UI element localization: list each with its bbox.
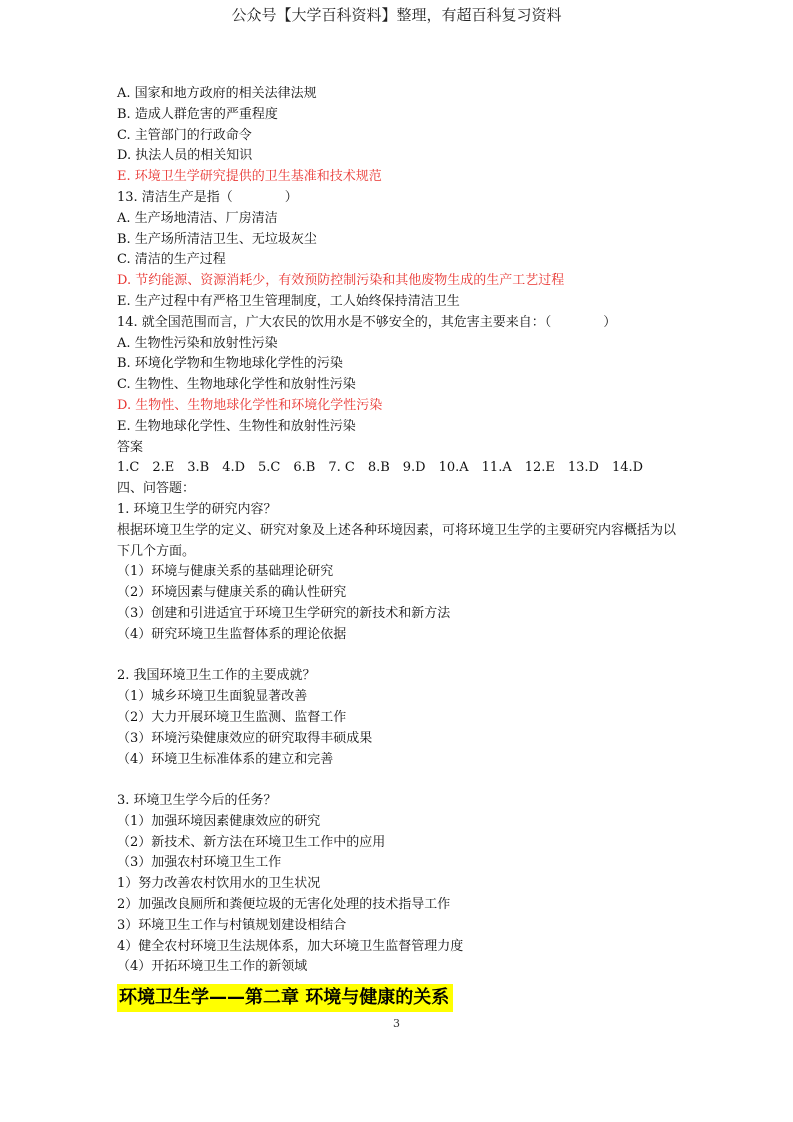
qa-3-item: 4）健全农村环境卫生法规体系，加大环境卫生监督管理力度 [117,938,464,954]
option-q12-c: C. 主管部门的行政命令 [117,127,252,143]
q12-options [117,84,697,188]
qa-1-item: （2）环境因素与健康关系的确认性研究 [117,585,347,601]
option-q14-a: A. 生物性污染和放射性污染 [117,335,278,351]
qa-2-item: （3）环境污染健康效应的研究取得丰硕成果 [117,730,373,746]
option-q13-d-correct: D. 节约能源、资源消耗少，有效预防控制污染和其他废物生成的生产工艺过程 [117,273,565,289]
option-q12-d: D. 执法人员的相关知识 [117,148,253,164]
option-q13-c: C. 清洁的生产过程 [117,252,226,268]
document-body [117,84,697,1012]
answers-list: 1.C 2.E 3.B 4.D 5.C 6.B 7. C 8.B 9.D 10.A 11.A 12.E 13.D 14.D [117,460,644,476]
question-14-text: 14. 就全国范围而言，广大农民的饮用水是不够安全的，其危害主要来自：（ ） [117,314,617,330]
page-number: 3 [393,1017,400,1030]
qa-2 [117,666,697,770]
qa-2-item: （2）大力开展环境卫生监测、监督工作 [117,709,347,725]
qa-1-intro: 根据环境卫生学的定义、研究对象及上述各种环境因素，可将环境卫生学的主要研究内容概括为以下几个方面。 [117,522,677,559]
page-header: 公众号【大学百科资料】整理，有超百科复习资料 [231,6,562,24]
qa-1 [117,500,697,646]
qa-1-question: 1. 环境卫生学的研究内容？ [117,501,277,517]
qa-2-item: （4）环境卫生标准体系的建立和完善 [117,751,334,767]
answers-label: 答案 [117,439,144,455]
option-q14-b: B. 环境化学物和生物地球化学性的污染 [117,356,343,372]
option-q14-c: C. 生物性、生物地球化学性和放射性污染 [117,377,356,393]
option-q12-b: B. 造成人群危害的严重程度 [117,106,278,122]
qa-1-item: （1）环境与健康关系的基础理论研究 [117,564,334,580]
spacer [117,770,697,791]
chapter-heading: 环境卫生学——第二章 环境与健康的关系 [117,984,453,1012]
qa-3-item: 3）环境卫生工作与村镇规划建设相结合 [117,917,347,933]
qa-3-item: （1）加强环境因素健康效应的研究 [117,813,321,829]
option-q13-e: E. 生产过程中有严格卫生管理制度，工人始终保持清洁卫生 [117,293,460,309]
question-14 [117,313,697,438]
qa-3-item: （3）加强农村环境卫生工作 [117,855,282,871]
option-q14-e: E. 生物地球化学性、生物性和放射性污染 [117,418,356,434]
qa-3 [117,791,697,978]
option-q13-a: A. 生产场地清洁、厂房清洁 [117,210,278,226]
qa-2-question: 2. 我国环境卫生工作的主要成就？ [117,668,316,684]
spacer [117,646,697,667]
option-q14-d-correct: D. 生物性、生物地球化学性和环境化学性污染 [117,397,383,413]
qa-1-item: （3）创建和引进适宜于环境卫生学研究的新技术和新方法 [117,605,451,621]
qa-1-item: （4）研究环境卫生监督体系的理论依据 [117,626,347,642]
qa-3-item: 2）加强改良厕所和粪便垃圾的无害化处理的技术指导工作 [117,897,451,913]
option-q12-e-correct: E. 环境卫生学研究提供的卫生基准和技术规范 [117,169,382,185]
qa-3-item: （4）开拓环境卫生工作的新领域 [117,959,308,975]
section-title: 四、问答题： [117,481,196,497]
question-13 [117,188,697,313]
option-q13-b: B. 生产场所清洁卫生、无垃圾灰尘 [117,231,317,247]
qa-3-question: 3. 环境卫生学今后的任务？ [117,793,277,809]
qa-3-item: （2）新技术、新方法在环境卫生工作中的应用 [117,834,386,850]
question-13-text: 13. 清洁生产是指（ ） [117,189,298,205]
qa-2-item: （1）城乡环境卫生面貌显著改善 [117,689,308,705]
option-q12-a: A. 国家和地方政府的相关法律法规 [117,86,317,101]
qa-3-item: 1）努力改善农村饮用水的卫生状况 [117,876,321,892]
